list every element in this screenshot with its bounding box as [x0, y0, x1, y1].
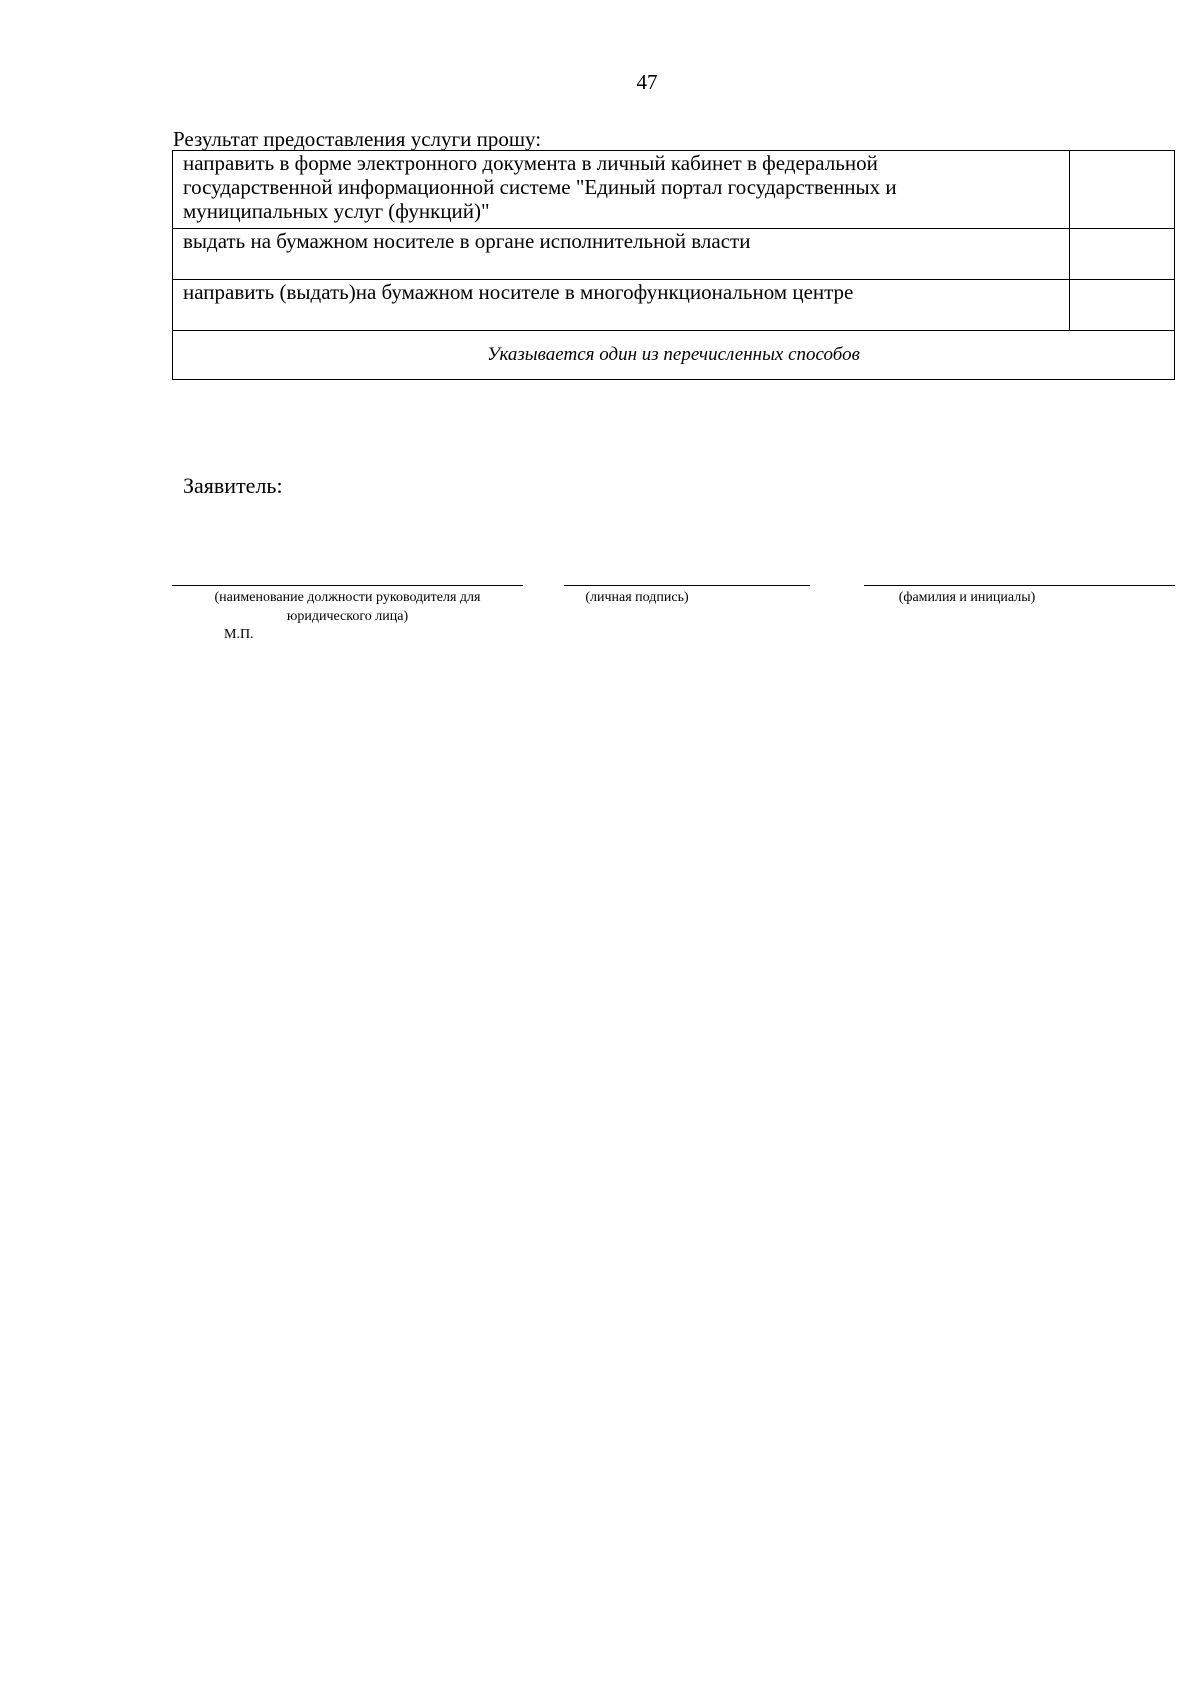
- option-epgu-checkbox[interactable]: [1070, 151, 1175, 229]
- position-caption-line: (наименование должности руководителя для: [214, 590, 481, 605]
- page-number: 47: [636, 70, 658, 94]
- delivery-option-label-line: муниципальных услуг (функций)": [183, 199, 490, 223]
- personal-signature-line[interactable]: [564, 585, 810, 586]
- delivery-option-label-line: направить в форме электронного документа в личный кабинет в федеральной: [183, 151, 878, 175]
- delivery-option-label: направить (выдать)на бумажном носителе в многофункциональном центре: [173, 280, 1070, 331]
- position-caption-line: юридического лица): [286, 609, 409, 624]
- delivery-option-row: [173, 229, 1175, 280]
- delivery-options-table: [172, 150, 1175, 380]
- option-authority-paper-checkbox[interactable]: [1070, 229, 1175, 280]
- stamp-label: М.П.: [224, 627, 254, 642]
- delivery-method-heading: Результат предоставления услуги прошу:: [173, 127, 542, 151]
- delivery-note: Указывается один из перечисленных способов: [173, 331, 1175, 380]
- position-caption: [172, 588, 523, 626]
- applicant-label: Заявитель:: [183, 473, 283, 498]
- delivery-option-label: [173, 151, 1070, 229]
- signature-caption: (личная подпись): [585, 590, 689, 605]
- name-caption: (фамилия и инициалы): [898, 590, 1036, 605]
- delivery-option-row: [173, 280, 1175, 331]
- delivery-note-row: [173, 331, 1175, 380]
- option-mfc-paper-checkbox[interactable]: [1070, 280, 1175, 331]
- position-signature-line[interactable]: [172, 585, 523, 586]
- name-signature-line[interactable]: [864, 585, 1175, 586]
- delivery-option-label: выдать на бумажном носителе в органе исполнительной власти: [173, 229, 1070, 280]
- delivery-option-row: [173, 151, 1175, 229]
- delivery-option-label-line: государственной информационной системе "Единый портал государственных и: [183, 175, 897, 199]
